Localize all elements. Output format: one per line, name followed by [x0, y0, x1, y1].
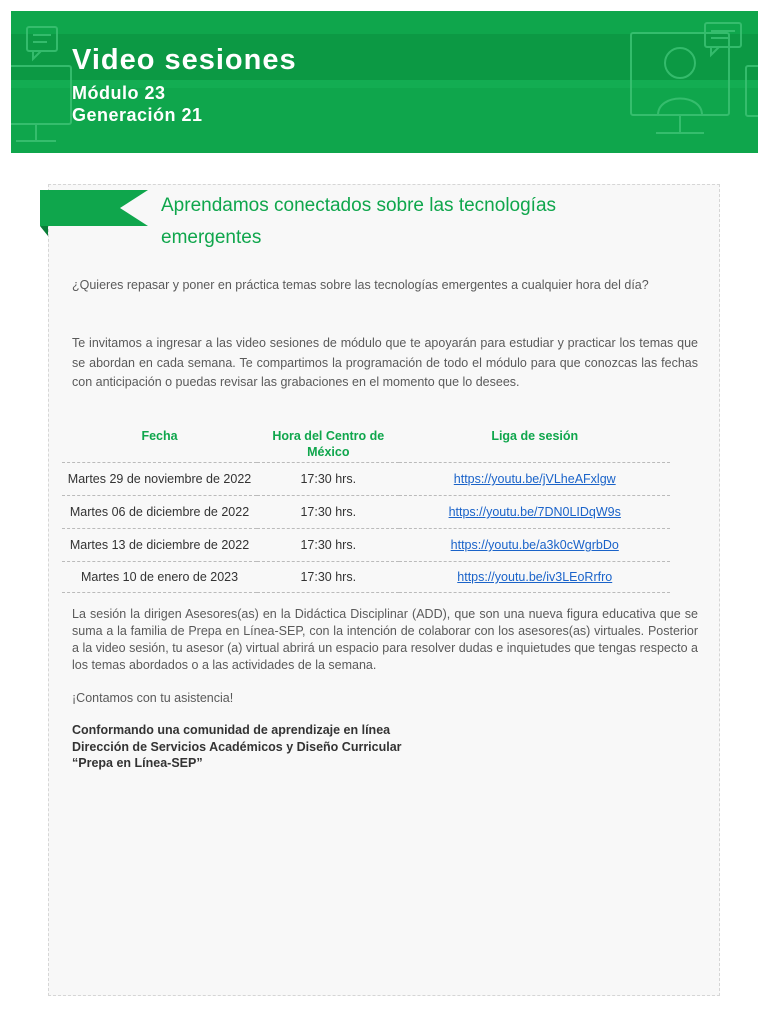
table-row	[62, 529, 670, 562]
banner-decoration-icons	[11, 11, 758, 153]
advisor-note: La sesión la dirigen Asesores(as) en la Didáctica Disciplinar (ADD), que son una nueva figura educativa que se suma a la familia de Prepa en Línea-SEP, con la intención de colaborar con los asesores(as) virtuales. Posterior a la video sesión, tu asesor (a) virtual abrirá un espacio para resolver dudas e inquietudes que tengas respecto a los temas abordados o a las actividades de la semana.	[72, 607, 698, 672]
session-link[interactable]: https://youtu.be/a3k0cWgrbDo	[450, 538, 619, 552]
session-date: Martes 13 de diciembre de 2022	[62, 529, 257, 562]
monitor-icon	[11, 66, 71, 124]
signature-line: Conformando una comunidad de aprendizaje en línea	[72, 723, 391, 737]
session-time: 17:30 hrs.	[257, 562, 399, 593]
column-header-time: Hora del Centro de México	[257, 426, 399, 463]
session-time: 17:30 hrs.	[257, 529, 399, 562]
banner-title: Video sesiones	[72, 44, 297, 76]
chat-bubble-icon-right	[705, 23, 741, 47]
closing-line: ¡Contamos con tu asistencia!	[72, 691, 234, 705]
monitor-person-icon	[631, 33, 729, 115]
schedule-table	[62, 426, 670, 593]
table-row	[62, 463, 670, 496]
table-row	[62, 562, 670, 593]
signature-line: “Prepa en Línea-SEP”	[72, 756, 203, 770]
section-title: Aprendamos conectados sobre las tecnologías emergentes	[161, 195, 557, 248]
invitation-paragraph: Te invitamos a ingresar a las video sesiones de módulo que te apoyarán para estudiar y practicar los temas que se abordan en cada semana. Te compartimos la programación de todo el módulo para que conozcas las fechas con anticipación o puedas revisar las grabaciones en el momento que lo desees.	[72, 336, 698, 389]
session-link[interactable]: https://youtu.be/iv3LEoRrfro	[457, 570, 613, 584]
session-date: Martes 29 de noviembre de 2022	[62, 463, 257, 496]
chat-bubble-icon	[27, 27, 57, 51]
table-header-row	[62, 426, 670, 463]
signature-block	[72, 722, 402, 772]
intro-question: ¿Quieres repasar y poner en práctica temas sobre las tecnologías emergentes a cualquier hora del día?	[72, 278, 649, 292]
column-header-link: Liga de sesión	[399, 426, 670, 463]
ribbon-marker	[40, 186, 152, 238]
session-time: 17:30 hrs.	[257, 463, 399, 496]
session-date: Martes 10 de enero de 2023	[62, 562, 257, 593]
signature-line: Dirección de Servicios Académicos y Diseño Curricular	[72, 739, 402, 754]
generation-label: Generación 21	[72, 105, 203, 125]
header-banner	[11, 11, 758, 153]
module-label: Módulo 23	[72, 83, 166, 103]
session-link[interactable]: https://youtu.be/jVLheAFxlgw	[453, 472, 616, 486]
table-row	[62, 496, 670, 529]
session-link[interactable]: https://youtu.be/7DN0LIDqW9s	[448, 505, 621, 519]
column-header-date: Fecha	[62, 426, 257, 463]
session-time: 17:30 hrs.	[257, 496, 399, 529]
session-date: Martes 06 de diciembre de 2022	[62, 496, 257, 529]
